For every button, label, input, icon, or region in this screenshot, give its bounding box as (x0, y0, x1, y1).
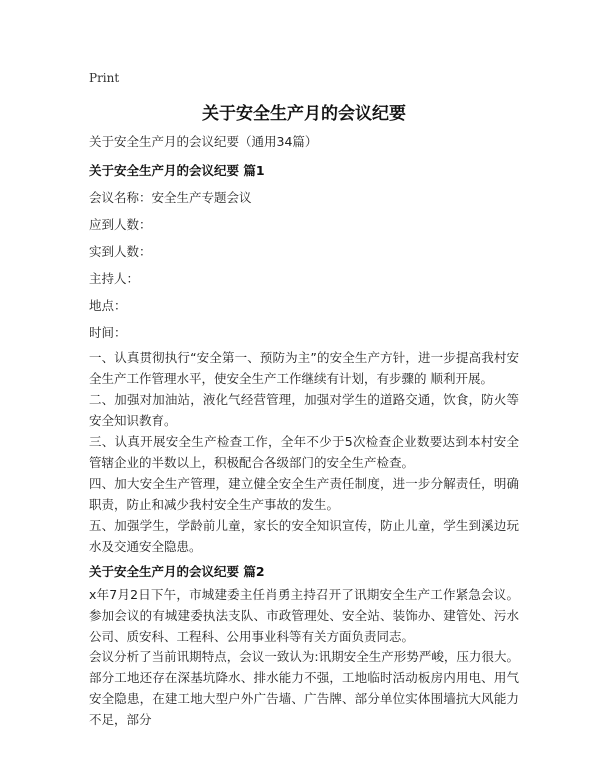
document-subtitle: 关于安全生产月的会议纪要（通用34篇） (89, 134, 318, 149)
section2-heading: 关于安全生产月的会议纪要 篇2 (89, 564, 265, 579)
actual-attendance: 实到人数： (89, 244, 152, 259)
expected-attendance: 应到人数： (89, 217, 152, 232)
section2-paragraph-1: x年7月2日下午，市城建委主任肖勇主持召开了讯期安全生产工作紧急会议。参加会议的有城建委执法支队、市政管理处、安全站、装饰办、建管处、污水公司、质安科、工程科、公用事业科等有关方面负责同志。 (89, 587, 519, 644)
meeting-name: 会议名称：安全生产专题会议 (89, 190, 252, 205)
document-title: 关于安全生产月的会议纪要 (202, 104, 406, 124)
location-field: 地点： (89, 298, 127, 313)
host-field: 主持人： (89, 271, 140, 286)
item-3: 三、认真开展安全生产检查工作，全年不少于5次检查企业数要达到本村安全管辖企业的半数以上，积极配合各级部门的安全生产检查。 (89, 434, 519, 470)
print-link[interactable]: Print (89, 71, 120, 85)
item-2: 二、加强对加油站，液化气经营管理，加强对学生的道路交通，饮食，防火等安全知识教育。 (89, 392, 519, 428)
section1-heading: 关于安全生产月的会议纪要 篇1 (89, 163, 265, 178)
item-4: 四、加大安全生产管理，建立健全安全生产责任制度，进一步分解责任，明确职责，防止和减少我村安全生产事故的发生。 (89, 476, 519, 512)
section2-paragraph-2: 会议分析了当前讯期特点，会议一致认为:讯期安全生产形势严峻，压力很大。部分工地还存在深基坑降水、排水能力不强，工地临时活动板房内用电、用气安全隐患，在建工地大型户外广告墙、广告牌、部分单位实体围墙抗大风能力不足，部分 (89, 649, 519, 727)
item-1: 一、认真贯彻执行“安全第一、预防为主”的安全生产方针，进一步提高我村安全生产工作管理水平，使安全生产工作继续有计划，有步骤的 顺利开展。 (89, 350, 519, 386)
item-5: 五、加强学生，学龄前儿童，家长的安全知识宣传，防止儿童，学生到溪边玩水及交通安全隐患。 (89, 518, 519, 554)
time-field: 时间： (89, 325, 127, 340)
